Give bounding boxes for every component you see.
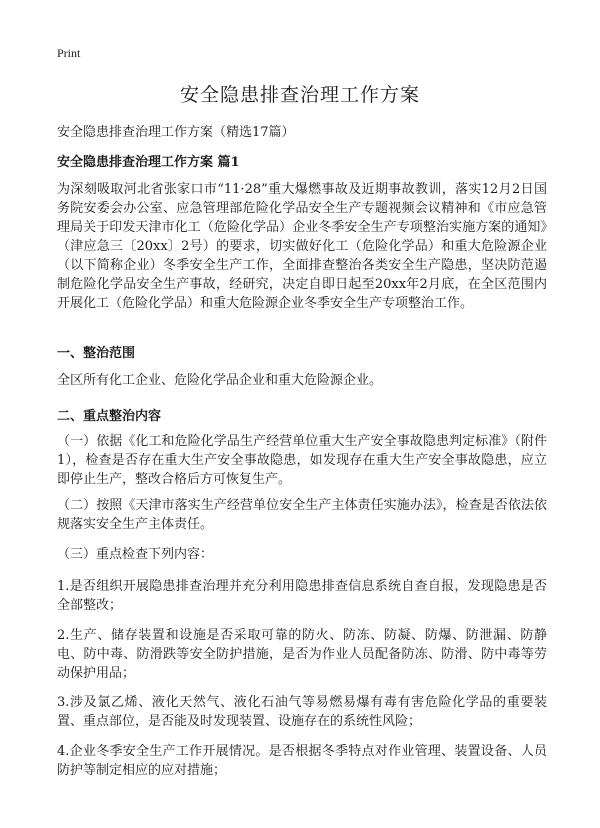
document-subtitle: 安全隐患排查治理工作方案（精选17篇） — [57, 125, 295, 140]
heading-scope: 一、整治范围 — [57, 346, 136, 361]
check-item-2: 2.生产、储存装置和设施是否采取可靠的防火、防冻、防凝、防爆、防泄漏、防静电、防中毒、防滑跌等安全防护措施，是否为作业人员配备防冻、防滑、防中毒等劳动保护用品； — [57, 628, 547, 681]
scope-paragraph: 全区所有化工企业、危险化学品企业和重大危险源企业。 — [57, 373, 383, 388]
check-item-4: 4.企业冬季安全生产工作开展情况。是否根据冬季特点对作业管理、装置设备、人员防护等制定相应的应对措施； — [57, 744, 547, 778]
check-item-1: 1.是否组织开展隐患排查治理并充分利用隐患排查信息系统自查自报，发现隐患是否全部整改； — [57, 579, 547, 613]
key-item-2: （二）按照《天津市落实生产经营单位安全生产主体责任实施办法》，检查是否依法依规落实安全生产主体责任。 — [57, 498, 547, 532]
section-title: 安全隐患排查治理工作方案 篇1 — [57, 155, 240, 170]
heading-key-content: 二、重点整治内容 — [57, 409, 162, 424]
page-title: 安全隐患排查治理工作方案 — [179, 84, 420, 106]
key-item-1: （一）依据《化工和危险化学品生产经营单位重大生产安全事故隐患判定标准》（附件1），检查是否存在重大生产安全事故隐患，如发现存在重大生产安全事故隐患，应立即停止生产，整改合格后方可恢复生产。 — [57, 434, 547, 487]
check-item-3: 3.涉及氯乙烯、液化天然气、液化石油气等易燃易爆有毒有害危险化学品的重要装置、重点部位，是否能及时发现装置、设施存在的系统性风险； — [57, 695, 547, 729]
intro-paragraph: 为深刻吸取河北省张家口市“11·28”重大爆燃事故及近期事故教训，落实12月2日国务院安委会办公室、应急管理部危险化学品安全生产专题视频会议精神和《市应急管理局关于印发天津市化工（危险化学品）企业冬季安全生产专项整治实施方案的通知》（津应急三〔20xx〕2号）的要求，切实做好化工（危险化学品）和重大危险源企业（以下简称企业）冬季安全生产工作，全面排查整治各类安全生产隐患，坚决防范遏制危险化学品安全生产事故，经研究，决定自即日起至20xx年2月底，在全区范围内开展化工（危险化学品）和重大危险源企业冬季安全生产专项整治工作。 — [57, 182, 547, 311]
print-link[interactable]: Print — [57, 46, 81, 60]
key-item-3: （三）重点检查下列内容： — [57, 547, 214, 562]
